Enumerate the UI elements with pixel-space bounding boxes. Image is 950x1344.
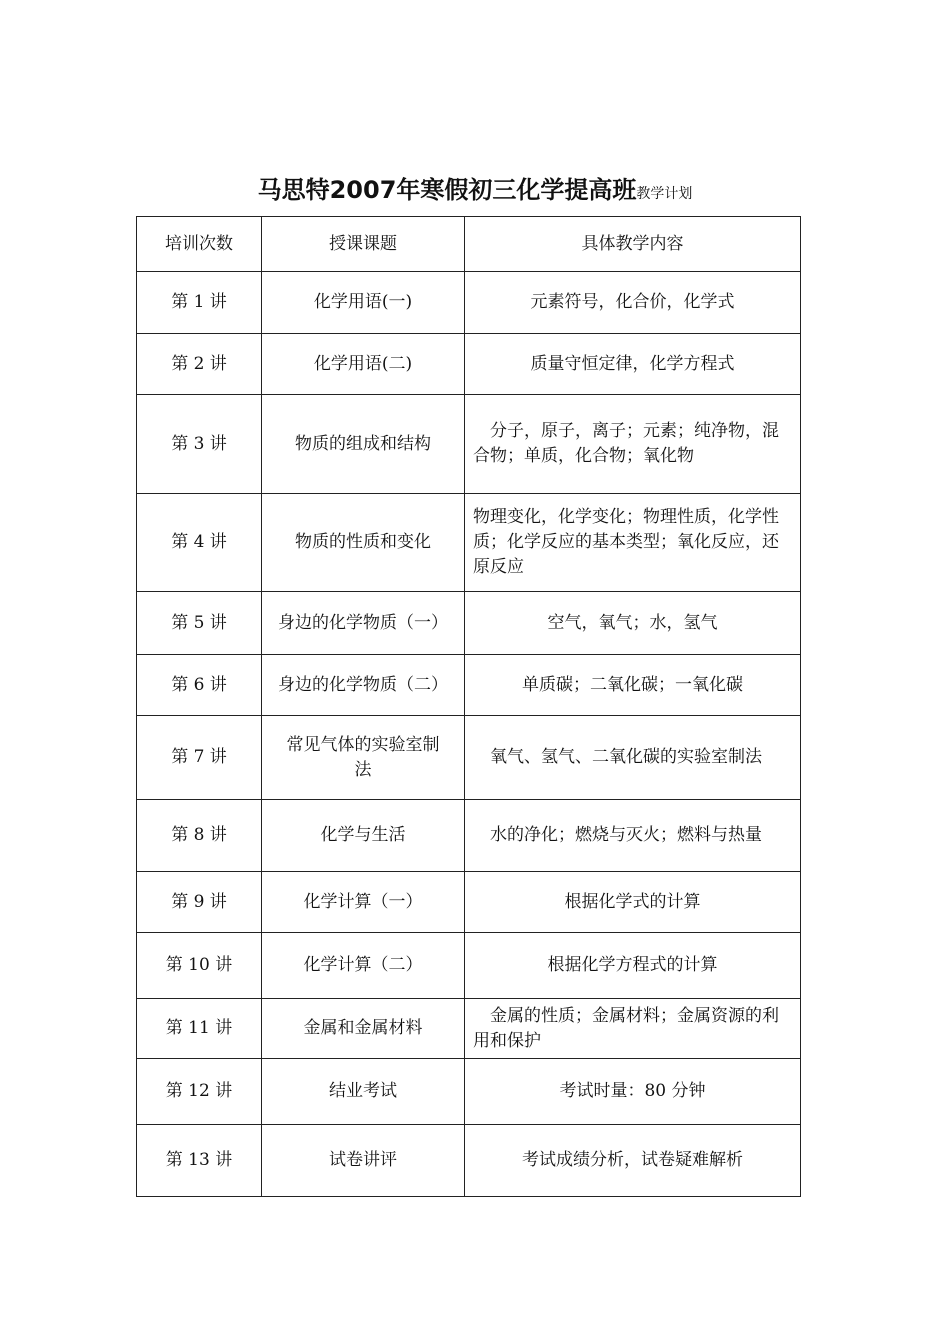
content-cell: 根据化学式的计算 bbox=[465, 872, 801, 933]
topic-cell: 化学计算（二） bbox=[262, 933, 465, 999]
session-cell: 第 10 讲 bbox=[137, 933, 262, 999]
topic-cell: 常见气体的实验室制法 bbox=[262, 716, 465, 800]
session-cell: 第 2 讲 bbox=[137, 334, 262, 395]
header-session: 培训次数 bbox=[137, 217, 262, 272]
table-row bbox=[137, 494, 801, 592]
header-topic: 授课课题 bbox=[262, 217, 465, 272]
content-cell: 物理变化，化学变化；物理性质，化学性质；化学反应的基本类型；氧化反应，还原反应 bbox=[465, 494, 801, 592]
session-cell: 第 5 讲 bbox=[137, 592, 262, 655]
table-row bbox=[137, 655, 801, 716]
table-row bbox=[137, 872, 801, 933]
topic-cell: 身边的化学物质（一） bbox=[262, 592, 465, 655]
table-row bbox=[137, 999, 801, 1059]
content-cell: 单质碳；二氧化碳；一氧化碳 bbox=[465, 655, 801, 716]
teaching-plan-table bbox=[136, 216, 801, 1197]
header-content: 具体教学内容 bbox=[465, 217, 801, 272]
table-row bbox=[137, 272, 801, 334]
content-cell: 氧气、氢气、二氧化碳的实验室制法 bbox=[465, 716, 801, 800]
title-main: 马思特2007年寒假初三化学提高班 bbox=[257, 176, 637, 204]
topic-cell: 化学计算（一） bbox=[262, 872, 465, 933]
session-cell: 第 1 讲 bbox=[137, 272, 262, 334]
content-cell: 根据化学方程式的计算 bbox=[465, 933, 801, 999]
content-cell: 空气，氧气；水，氢气 bbox=[465, 592, 801, 655]
session-cell: 第 9 讲 bbox=[137, 872, 262, 933]
session-cell: 第 12 讲 bbox=[137, 1059, 262, 1125]
content-cell: 质量守恒定律，化学方程式 bbox=[465, 334, 801, 395]
session-cell: 第 7 讲 bbox=[137, 716, 262, 800]
table-row bbox=[137, 592, 801, 655]
session-cell: 第 6 讲 bbox=[137, 655, 262, 716]
table-row bbox=[137, 800, 801, 872]
session-cell: 第 3 讲 bbox=[137, 395, 262, 494]
content-cell: 考试时量：80 分钟 bbox=[465, 1059, 801, 1125]
table-row bbox=[137, 716, 801, 800]
table-row bbox=[137, 1125, 801, 1197]
title-subtitle: 教学计划 bbox=[636, 186, 693, 202]
topic-cell: 试卷讲评 bbox=[262, 1125, 465, 1197]
topic-cell: 化学用语(一) bbox=[262, 272, 465, 334]
table-row bbox=[137, 334, 801, 395]
content-cell: 考试成绩分析，试卷疑难解析 bbox=[465, 1125, 801, 1197]
topic-cell: 化学与生活 bbox=[262, 800, 465, 872]
table-row bbox=[137, 933, 801, 999]
session-cell: 第 13 讲 bbox=[137, 1125, 262, 1197]
topic-cell: 身边的化学物质（二） bbox=[262, 655, 465, 716]
content-cell: 分子，原子，离子；元素；纯净物，混合物；单质，化合物；氧化物 bbox=[465, 395, 801, 494]
topic-cell: 化学用语(二) bbox=[262, 334, 465, 395]
topic-cell: 物质的组成和结构 bbox=[262, 395, 465, 494]
session-cell: 第 11 讲 bbox=[137, 999, 262, 1059]
content-cell: 水的净化；燃烧与灭火；燃料与热量 bbox=[465, 800, 801, 872]
table-header-row bbox=[137, 217, 801, 272]
topic-cell: 结业考试 bbox=[262, 1059, 465, 1125]
topic-cell: 金属和金属材料 bbox=[262, 999, 465, 1059]
content-cell: 金属的性质；金属材料；金属资源的利用和保护 bbox=[465, 999, 801, 1059]
document-title bbox=[0, 172, 950, 212]
table-row bbox=[137, 1059, 801, 1125]
content-cell: 元素符号，化合价，化学式 bbox=[465, 272, 801, 334]
session-cell: 第 8 讲 bbox=[137, 800, 262, 872]
topic-cell: 物质的性质和变化 bbox=[262, 494, 465, 592]
session-cell: 第 4 讲 bbox=[137, 494, 262, 592]
table-row bbox=[137, 395, 801, 494]
